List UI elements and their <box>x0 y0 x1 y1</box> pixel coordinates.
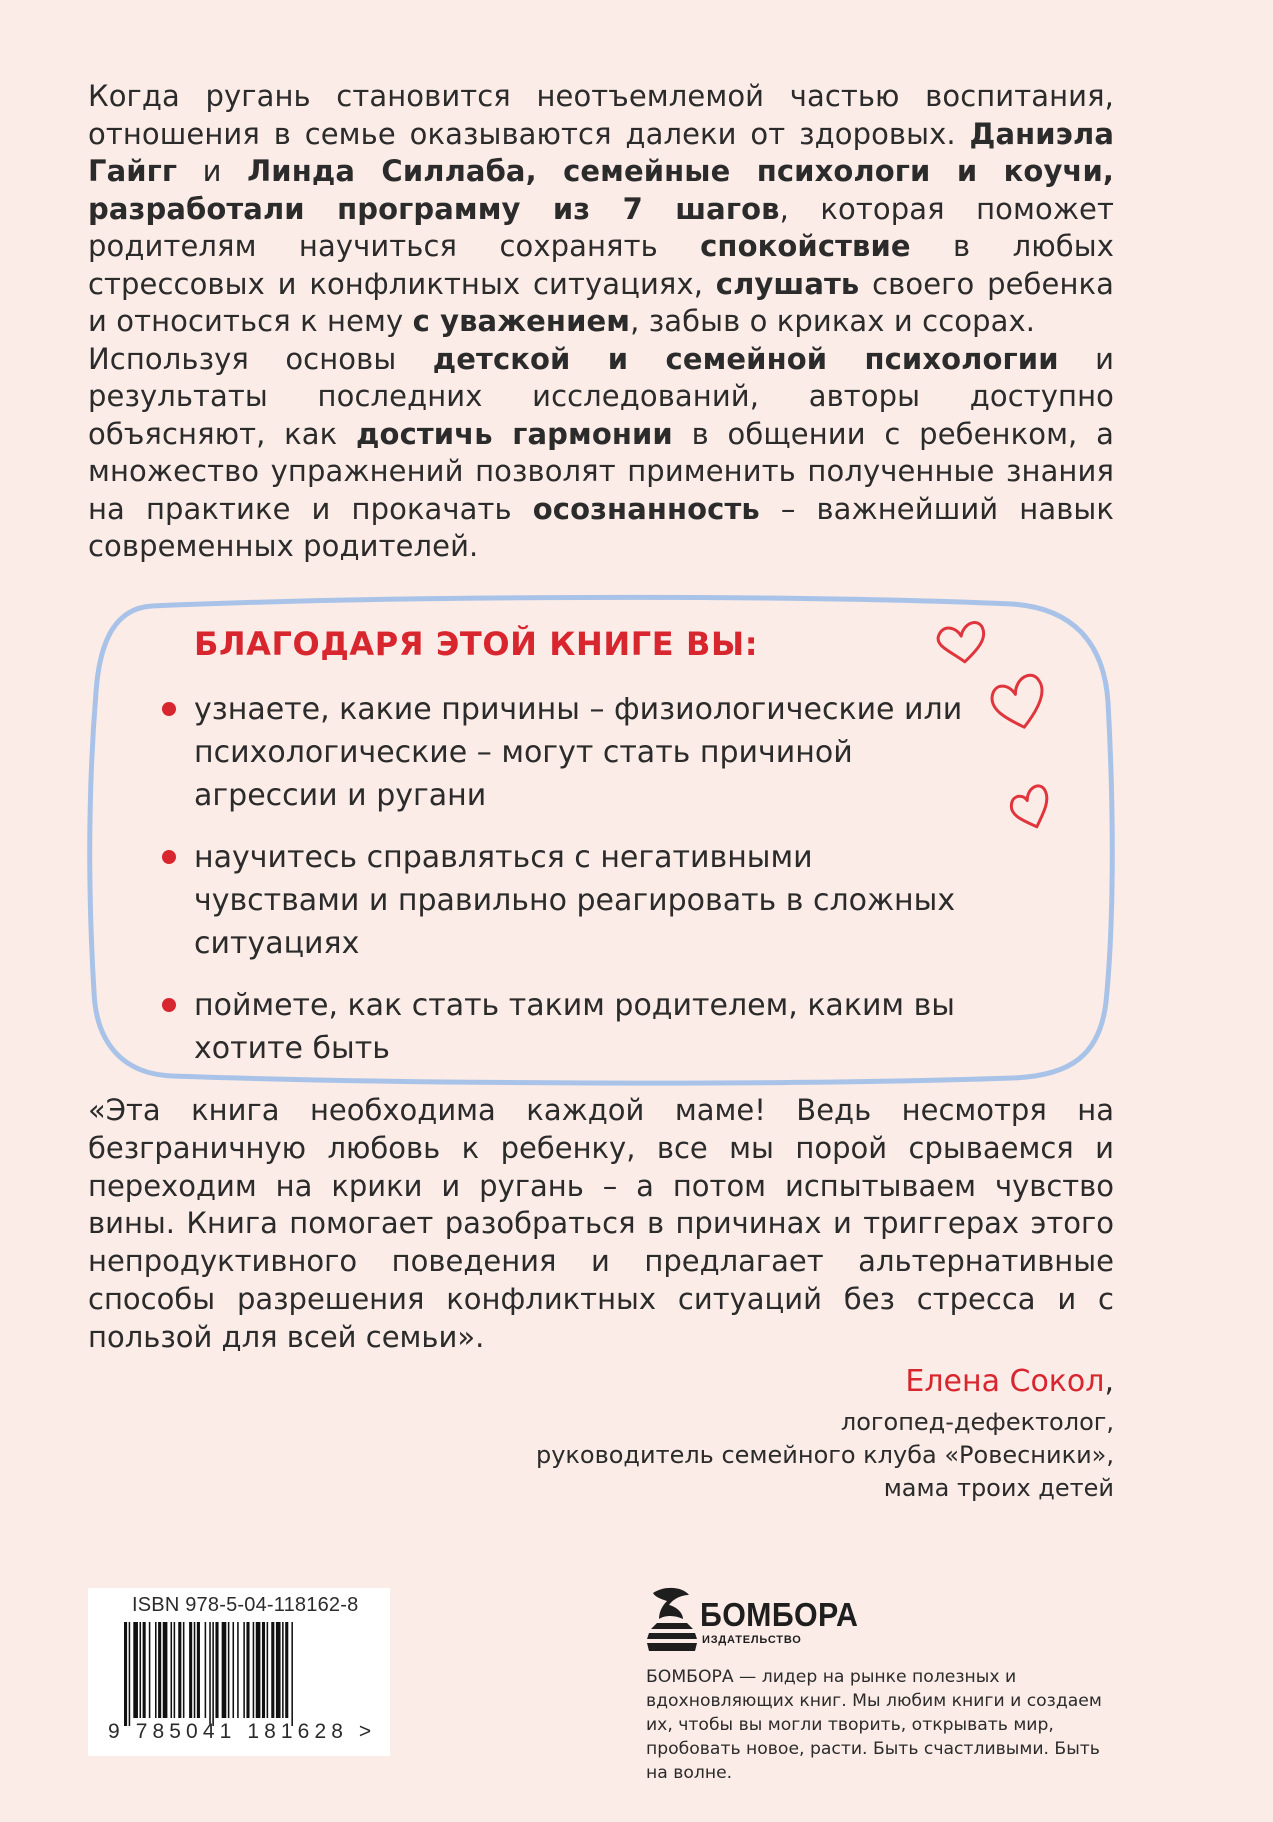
barcode-digits: 9 785041 181628 > <box>108 1720 377 1743</box>
quote-author-roles <box>536 1406 1114 1505</box>
bullet-dot-icon <box>162 998 176 1012</box>
heart-icon <box>988 673 1050 734</box>
bullet-dot-icon <box>162 850 176 864</box>
quote-author: Елена Сокол, <box>905 1364 1114 1399</box>
hearts-decoration <box>930 620 1080 840</box>
author-role-line: логопед-дефектолог, <box>840 1408 1114 1436</box>
intro-text <box>88 78 1114 566</box>
benefit-item-1: узнаете, какие причины – физиологические или психологические – могут стать причиной агрессии и ругани <box>150 688 980 817</box>
bombora-logo-icon <box>643 1585 701 1657</box>
author-role-line: руководитель семейного клуба «Ровесники», <box>535 1441 1114 1469</box>
benefits-heading: БЛАГОДАРЯ ЭТОЙ КНИГЕ ВЫ: <box>194 625 759 663</box>
benefit-item-3: поймете, как стать таким родителем, каким вы хотите быть <box>150 984 980 1070</box>
heart-icon <box>1007 784 1056 833</box>
isbn-barcode <box>88 1588 390 1756</box>
intro-paragraph-2: Используя основы детской и семейной психологии и результаты последних исследований, авторы доступно объясняют, как достичь гармонии в общении с ребенком, а множество упражнений позволят применить полученные знания на практике и прокачать осознанность – важнейший навык современных родителей. <box>88 341 1115 563</box>
publisher-subtitle: ИЗДАТЕЛЬСТВО <box>702 1634 802 1646</box>
publisher-blurb: БОМБОРА — лидер на рынке полезных и вдохновляющих книг. Мы любим книги и создаем их, чтобы вы могли творить, открывать мир, пробовать новое, расти. Быть счастливыми. Быть на волне. <box>646 1667 1102 1783</box>
benefits-box <box>150 622 980 1089</box>
publisher-name: БОМБОРА <box>700 1596 859 1633</box>
review-quote: «Эта книга необходима каждой маме! Ведь несмотря на безграничную любовь к ребенку, все мы порой срываемся и переходим на крики и ругань – а потом испытываем чувство вины. Книга помогает разобраться в причинах и триггерах этого непродуктивного поведения и предлагает альтернативные способы разрешения конфликтных ситуаций без стресса и с пользой для всей семьи». <box>88 1093 1114 1354</box>
heart-icon <box>936 621 987 665</box>
benefit-item-2: научитесь справляться с негативными чувствами и правильно реагировать в сложных ситуациях <box>150 836 980 965</box>
barcode-icon <box>120 1622 360 1726</box>
author-role-line: мама троих детей <box>883 1474 1114 1502</box>
bullet-dot-icon <box>162 702 176 716</box>
intro-paragraph-1: Когда ругань становится неотъемлемой частью воспитания, отношения в семье оказываются далеки от здоровых. Даниэла Гайгг и Линда Силлаба, семейные психологи и коучи, разработали программу из 7 шагов, которая поможет родителям научиться сохранять спокойствие в любых стрессовых и конфликтных ситуациях, слушать своего ребенка и относиться к нему с уважением, забыв о криках и ссорах. <box>88 79 1114 338</box>
isbn-label: ISBN 978-5-04-118162-8 <box>132 1594 359 1616</box>
